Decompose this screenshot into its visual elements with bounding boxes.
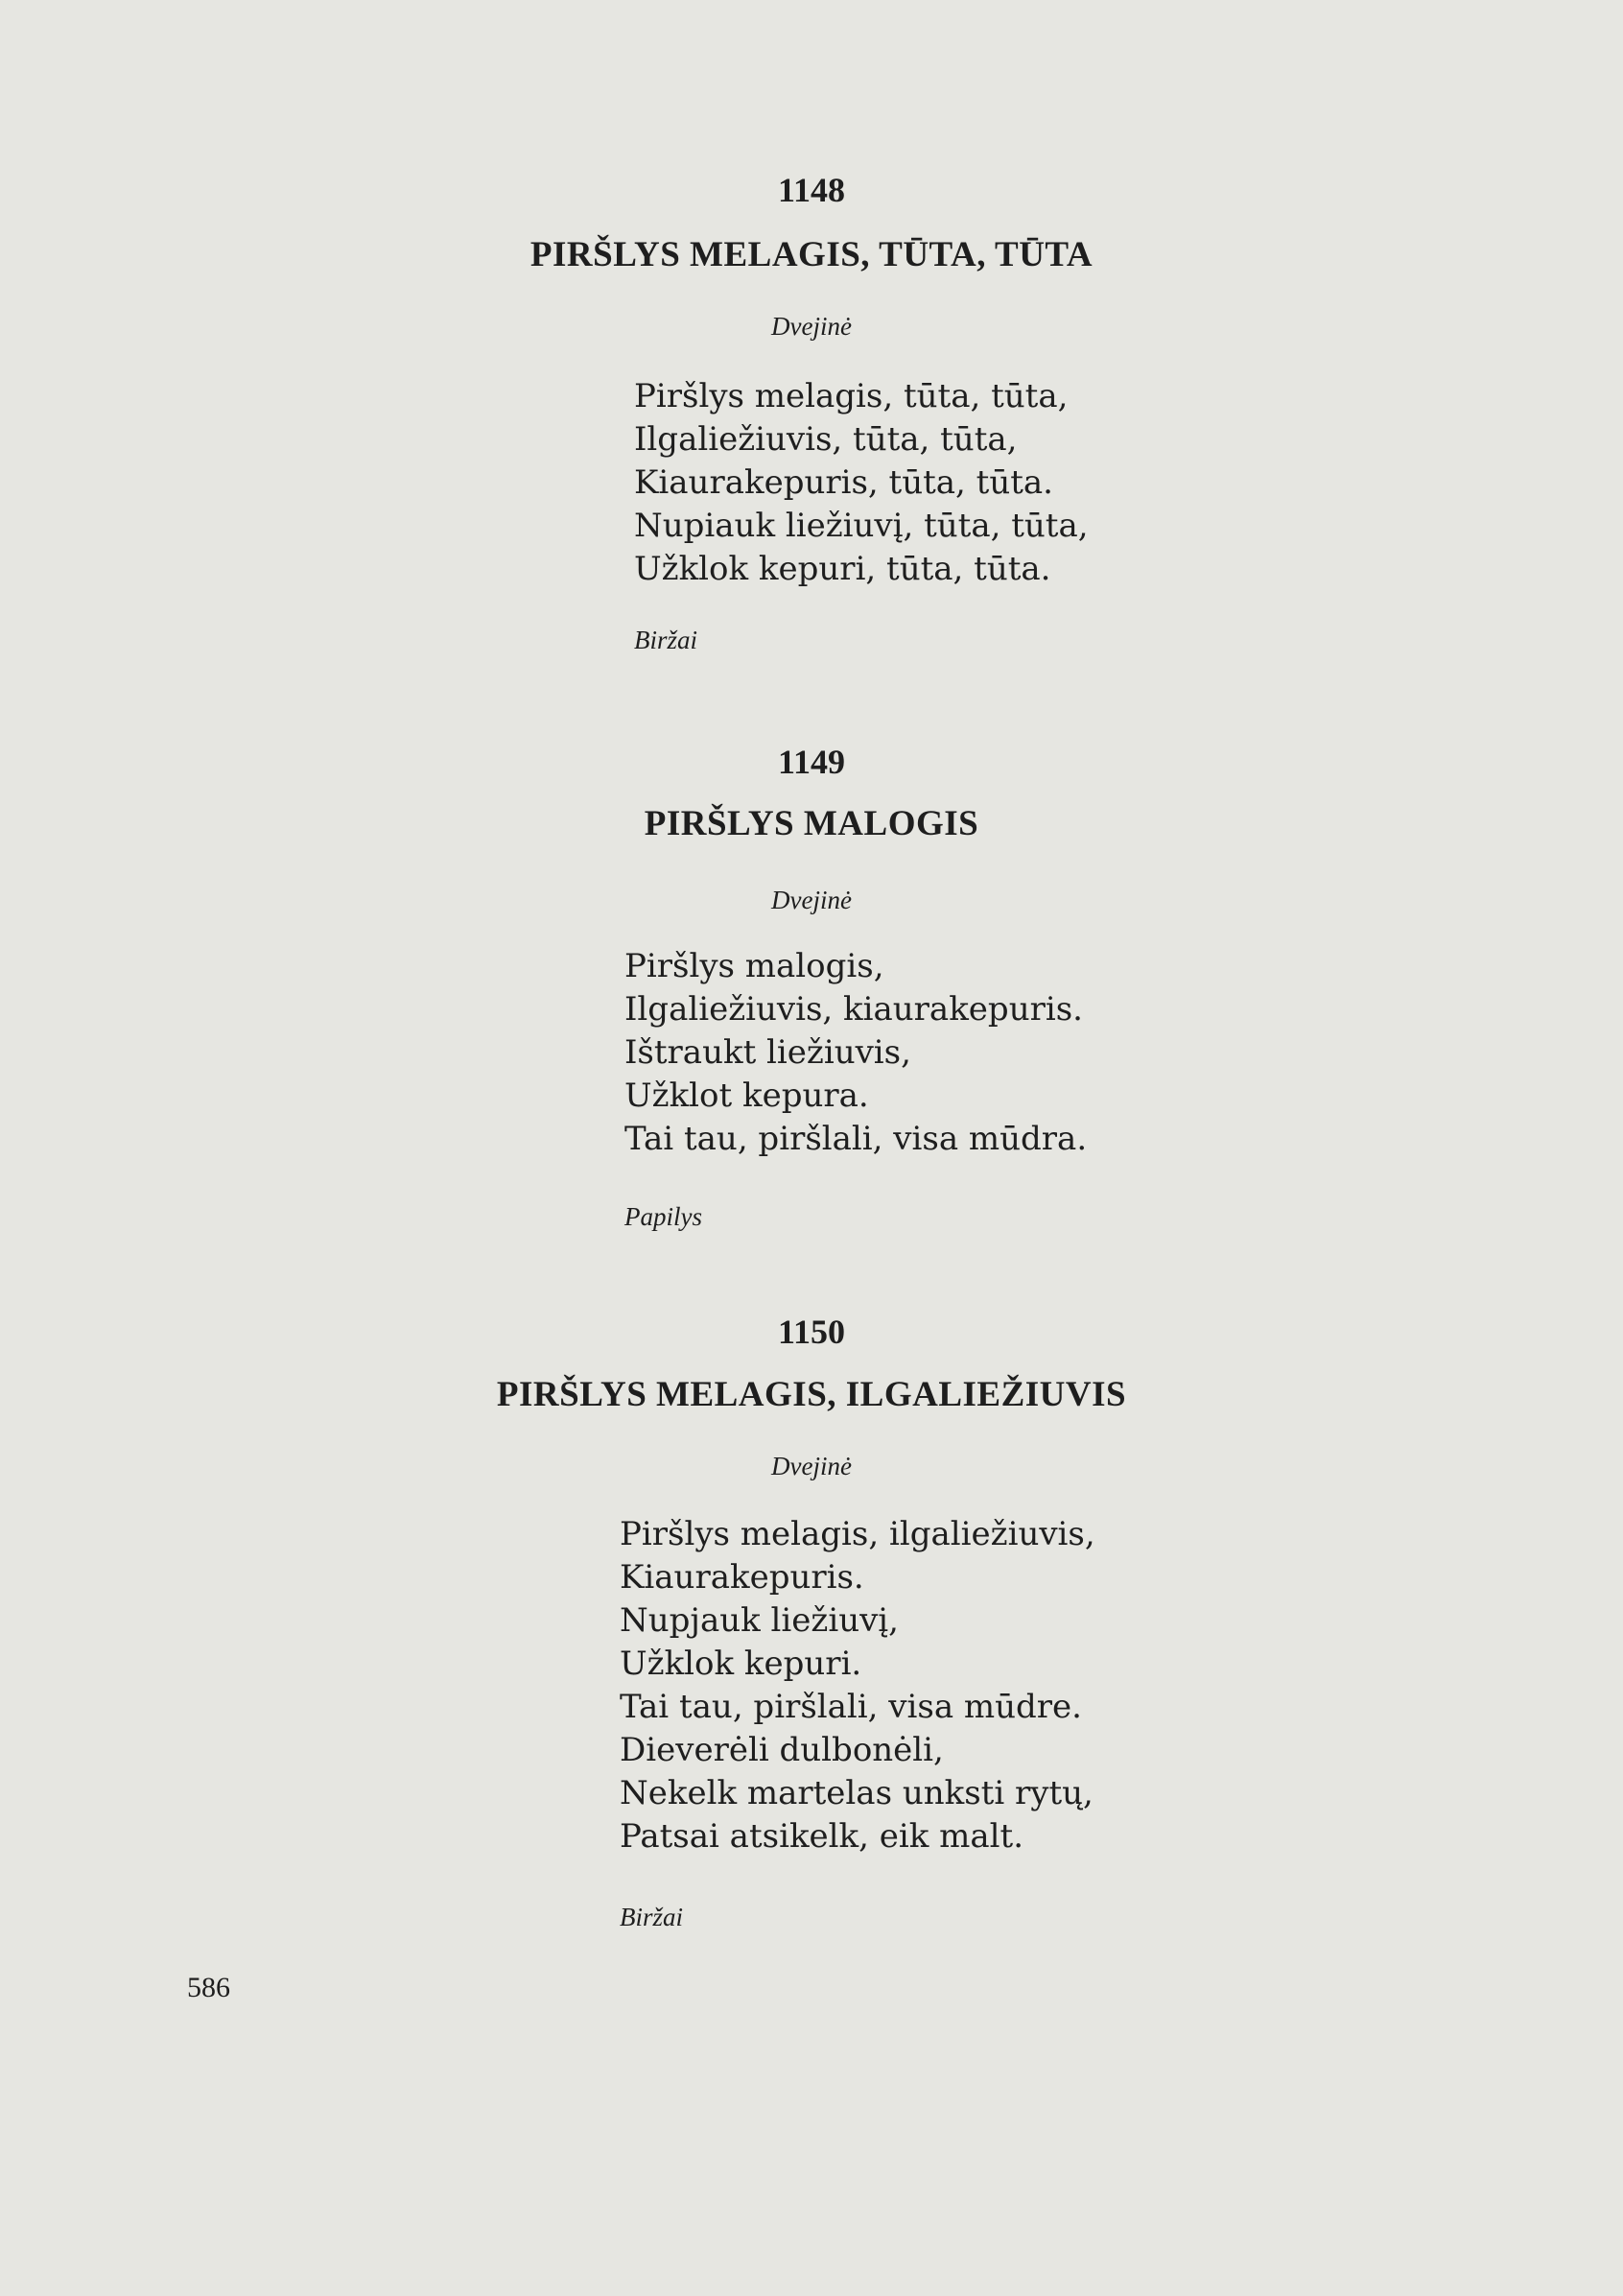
song-genre: Dvejinė xyxy=(771,312,852,341)
song-title: PIRŠLYS MALOGIS xyxy=(644,804,979,843)
verse-line: Užklok kepuri. xyxy=(620,1645,862,1683)
verse-line: Užklok kepuri, tūta, tūta. xyxy=(634,550,1051,588)
song-title: PIRŠLYS MELAGIS, ILGALIEŽIUVIS xyxy=(496,1375,1127,1414)
place-name: Biržai xyxy=(634,626,698,654)
verse-line: Kiaurakepuris. xyxy=(620,1558,864,1597)
song-number: 1149 xyxy=(777,743,845,781)
song-verse xyxy=(624,945,1087,1161)
song-number: 1148 xyxy=(777,171,845,209)
song-genre: Dvejinė xyxy=(771,886,852,914)
verse-line: Patsai atsikelk, eik malt. xyxy=(620,1817,1024,1856)
verse-line: Ištraukt liežiuvis, xyxy=(624,1033,911,1072)
verse-line: Tai tau, piršlali, visa mūdra. xyxy=(624,1120,1088,1158)
verse-line: Nupiauk liežiuvį, tūta, tūta, xyxy=(634,507,1089,545)
page-number: 586 xyxy=(187,1972,230,2003)
song-number: 1150 xyxy=(777,1313,845,1351)
verse-line: Nekelk martelas unksti rytų, xyxy=(620,1774,1094,1812)
verse-line: Ilgaliežiuvis, kiaurakepuris. xyxy=(624,990,1083,1029)
song-title: PIRŠLYS MELAGIS, TŪTA, TŪTA xyxy=(529,235,1094,274)
verse-line: Kiaurakepuris, tūta, tūta. xyxy=(634,463,1053,502)
verse-line: Piršlys melagis, tūta, tūta, xyxy=(634,377,1069,415)
verse-line: Užklot kepura. xyxy=(624,1077,869,1115)
verse-line: Tai tau, piršlali, visa mūdre. xyxy=(620,1688,1082,1726)
song-verse xyxy=(620,1513,1095,1858)
song-verse xyxy=(634,375,1089,591)
verse-line: Piršlys malogis, xyxy=(624,947,884,985)
song-genre: Dvejinė xyxy=(771,1452,852,1480)
place-name: Biržai xyxy=(620,1903,684,1931)
verse-line: Piršlys melagis, ilgaliežiuvis, xyxy=(620,1515,1095,1553)
place-name: Papilys xyxy=(624,1202,702,1231)
verse-line: Dieverėli dulbonėli, xyxy=(620,1731,944,1769)
verse-line: Ilgaliežiuvis, tūta, tūta, xyxy=(634,420,1018,459)
verse-line: Nupjauk liežiuvį, xyxy=(620,1601,899,1640)
